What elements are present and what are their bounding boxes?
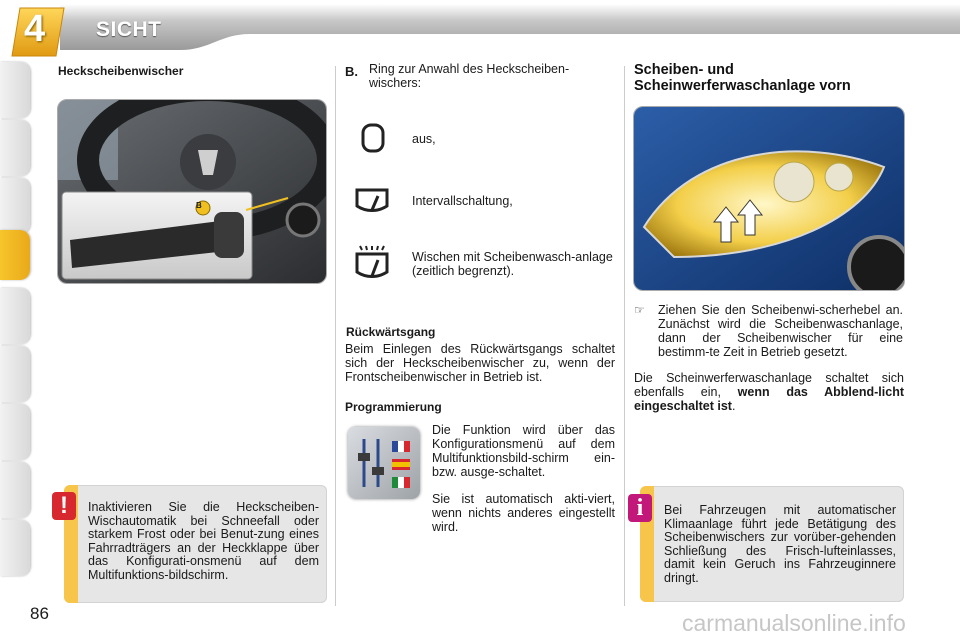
washer-title-line1: Scheiben- und: [634, 62, 734, 78]
option-interval-label: Intervallschaltung,: [412, 194, 513, 208]
chapter-tab-5[interactable]: [0, 288, 30, 344]
chapter-tab-8[interactable]: [0, 462, 30, 518]
chapter-tab-3[interactable]: [0, 178, 30, 234]
wiper-stalk-photo: [57, 99, 327, 284]
chapter-tab-9[interactable]: [0, 520, 30, 576]
chapter-title: SICHT: [96, 18, 162, 41]
callout-letter-b: B: [196, 201, 202, 210]
column-divider-left: [335, 66, 336, 606]
headlamp-text-end: .: [731, 399, 736, 413]
bullet-arrow-icon: ☞: [634, 303, 645, 317]
chapter-tab-6[interactable]: [0, 346, 30, 402]
chapter-tab-2[interactable]: [0, 120, 30, 176]
left-note-box: [64, 485, 327, 603]
option-wash-label: Wischen mit Scheibenwasch-anlage (zeitlich begrenzt).: [412, 250, 613, 278]
ring-label: B.: [345, 64, 358, 79]
settings-sliders-icon: [348, 427, 420, 499]
programming-heading: Programmierung: [345, 400, 442, 414]
wiper-wash-icon: [354, 244, 390, 284]
column-divider-right: [624, 66, 625, 606]
chapter-tabs: [0, 62, 34, 582]
right-note-text: Bei Fahrzeugen mit automatischer Klimaanlage führt jede Betätigung des Scheibenwischers zur vorüber-gehenden Schließung des Frisch-lufteinlasses, damit kein Geruch ins Fahrzeuginnere dringt.: [664, 503, 896, 585]
reverse-text: Beim Einlegen des Rückwärtsgangs schaltet sich der Heckscheibenwischer zu, wenn der Frontscheibenwischer in Betrieb ist.: [345, 342, 615, 384]
configuration-menu-image: [348, 427, 420, 499]
washer-title-line2: Scheinwerferwaschanlage vorn: [634, 78, 851, 94]
page-number: 86: [30, 604, 49, 623]
wiper-interval-icon: [354, 186, 390, 218]
headlamp-illustration: [634, 107, 904, 290]
option-off-label: aus,: [412, 132, 436, 146]
chapter-number: 4: [24, 8, 46, 50]
headlamp-washer-text: [634, 371, 904, 413]
right-note-box: [640, 486, 904, 602]
warning-icon: !: [52, 492, 76, 520]
headlamp-text-bold: wenn das Abblend-licht eingeschaltet ist: [634, 385, 904, 413]
ring-description: Ring zur Anwahl des Heckscheiben-wischers:: [369, 62, 570, 90]
chapter-tab-7[interactable]: [0, 404, 30, 460]
washer-instruction: Ziehen Sie den Scheibenwi-scherhebel an. Zunächst wird die Scheibenwaschanlage, dann der Scheibenwischer für eine bestimm-te Zeit in Betrieb gesetzt.: [658, 303, 903, 359]
headlamp-text-start: Die Scheinwerferwaschanlage schaltet sich ebenfalls ein,: [634, 371, 904, 399]
programming-text-2: Sie ist automatisch akti-viert, wenn nichts anderes eingestellt wird.: [432, 492, 615, 534]
watermark: carmanualsonline.info: [682, 610, 906, 636]
rear-wiper-heading: Heckscheibenwischer: [58, 64, 184, 78]
headlamp-photo: [633, 106, 905, 291]
info-icon: i: [628, 494, 652, 522]
left-note-text: Inaktivieren Sie die Heckscheiben-Wischautomatik bei Schneefall oder starkem Frost oder bei Benut-zung eines Fahrradträgers an der Heckklappe über das Konfigurati-onsmenü auf dem Multifunktions-bildschirm.: [88, 500, 319, 582]
wiper-stalk-illustration: [58, 100, 326, 283]
chapter-tab-1[interactable]: [0, 62, 30, 118]
wiper-off-icon: [360, 122, 386, 154]
programming-text-1: Die Funktion wird über das Konfigurationsmenü auf dem Multifunktionsbild-schirm ein- bzw. ausge-schaltet.: [432, 423, 615, 479]
chapter-tab-4-active[interactable]: [0, 230, 30, 280]
reverse-heading: Rückwärtsgang: [346, 325, 436, 339]
